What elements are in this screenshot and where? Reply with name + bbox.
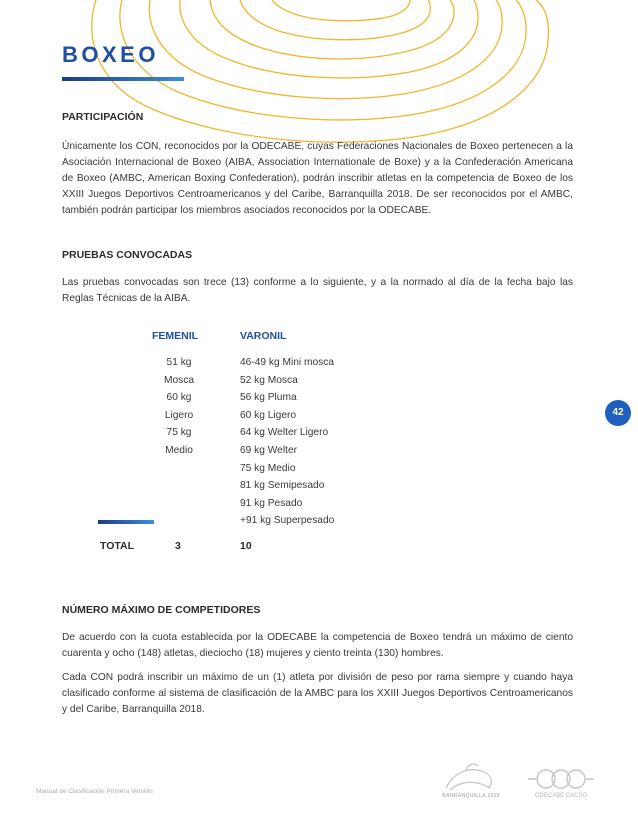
list-item: +91 kg Superpesado [240,515,335,527]
list-item: Mosca [163,374,194,386]
title-underline-bar [62,77,184,81]
femenil-list [146,354,212,460]
odecabe-logo-icon [526,766,596,792]
list-item: Medio [165,444,193,456]
pruebas-body: Las pruebas convocadas son trece (13) conforme a lo siguiente, y a la normado al día de la fecha bajo las Reglas Técnicas de la AIBA. [62,277,573,304]
list-item: 46-49 kg Mini mosca [240,357,334,368]
list-item: 81 kg Semipesado [240,480,325,492]
total-femenil: 3 [175,540,181,552]
list-item: 75 kg [166,427,192,439]
varonil-header: VARONIL [240,330,287,342]
footer-text: Manual de Clasificación Primera Versión [36,788,153,795]
odecabe-logo-text: ODECABE CACSO [534,793,588,799]
total-varonil: 10 [240,540,252,552]
maximo-body-1: De acuerdo con la cuota establecida por la ODECABE la competencia de Boxeo tendrá un máximo de ciento cuarenta y ocho (148) atletas, dieciocho (18) mujeres y ciento treinta (130) hombres. [62,632,573,659]
list-item: 60 kg [166,392,192,404]
page-title: BOXEO [62,42,159,67]
maximo-body-2: Cada CON podrá inscribir un máximo de un (1) atleta por división de peso por rama siempre y cuando haya clasificado conforme al sistema de clasificación de la AMBC para los XXIII Juegos Deportivos Centroamericanos y del Caribe, Barranquilla 2018. [62,672,573,715]
list-item: 60 kg Ligero [240,409,297,421]
list-item: 52 kg Mosca [240,374,298,386]
list-item: 69 kg Welter [240,444,298,456]
total-divider-bar [98,520,154,524]
list-item: 91 kg Pesado [240,497,303,509]
maximo-heading: NÚMERO MÁXIMO DE COMPETIDORES [62,604,261,616]
page-number-badge: 42 [605,400,631,426]
varonil-list [240,354,334,530]
list-item: 56 kg Pluma [240,392,297,404]
list-item: Ligero [164,409,194,421]
participacion-heading: PARTICIPACIÓN [62,111,144,123]
barranquilla-logo-text: BARRANQUILLA 2018 [442,793,500,799]
femenil-header: FEMENIL [152,330,199,342]
pruebas-heading: PRUEBAS CONVOCADAS [62,249,193,261]
total-label: TOTAL [100,540,135,552]
list-item: 51 kg [166,357,192,368]
list-item: 64 kg Welter Ligero [240,427,329,439]
participacion-body: Únicamente los CON, reconocidos por la ODECABE, cuyas Federaciones Nacionales de Boxeo pertenecen a la Asociación Internacional de Boxeo (AIBA, Association Internationale de Boxe) y a la Confederación Americana de Boxeo (AMBC, American Boxing Confederation), podrán inscribir atletas en la competencia de Boxeo de los XXIII Juegos Deportivos Centroamericanos y del Caribe, Barranquilla 2018. De ser reconocidos por el AMBC, también podrán participar los miembros asociados reconocidos por la ODECABE. [62,141,573,216]
list-item: 75 kg Medio [240,462,296,474]
